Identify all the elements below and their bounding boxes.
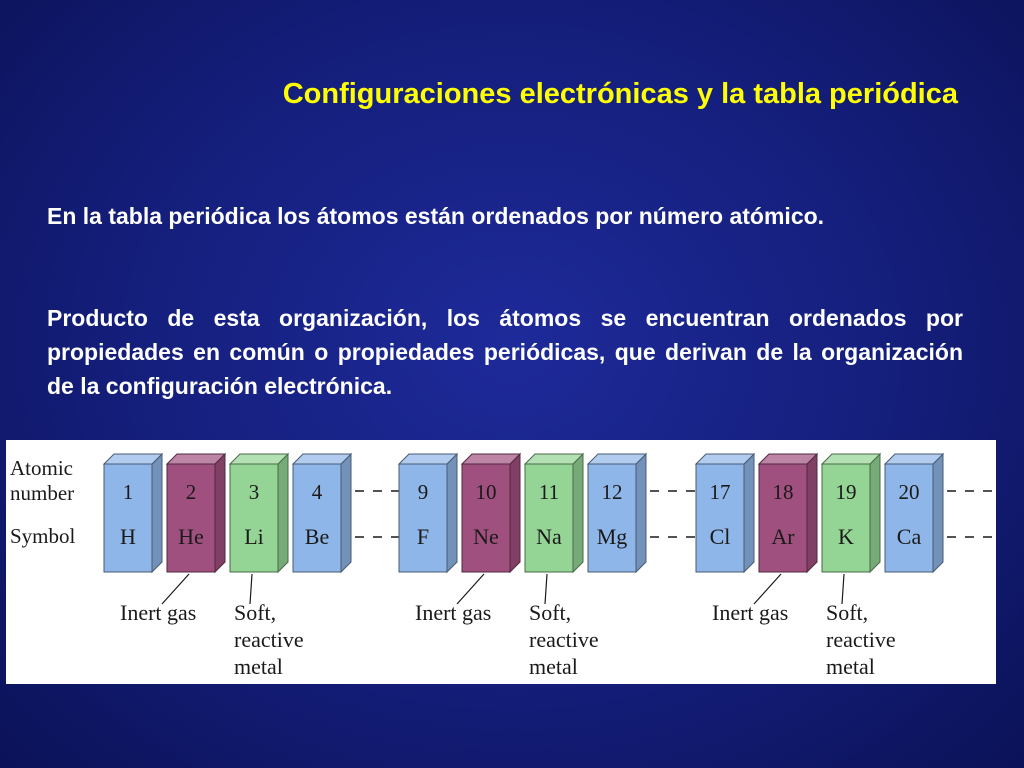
element-top-face <box>696 454 754 464</box>
element-block-f <box>399 454 457 572</box>
atomic-number-9: 9 <box>417 480 429 504</box>
element-symbol-ar: Ar <box>771 524 795 549</box>
element-symbol-mg: Mg <box>596 524 628 549</box>
element-side-face <box>573 454 583 572</box>
note-text-reactive-metal: metal <box>529 654 578 679</box>
element-symbol-be: Be <box>304 524 330 549</box>
element-symbol-h: H <box>120 524 136 549</box>
element-symbol-f: F <box>416 524 430 549</box>
element-symbol-ca: Ca <box>896 524 922 549</box>
note-text-reactive-metal: reactive <box>234 627 304 652</box>
atomic-number-12: 12 <box>601 480 623 504</box>
note-text-reactive-metal: Soft, <box>826 600 869 625</box>
element-top-face <box>885 454 943 464</box>
element-side-face <box>341 454 351 572</box>
note-text-reactive-metal: Soft, <box>234 600 277 625</box>
note-text-inert-gas: Inert gas <box>712 600 789 625</box>
element-top-face <box>462 454 520 464</box>
element-side-face <box>807 454 817 572</box>
element-side-face <box>447 454 457 572</box>
row-label-symbol: Symbol <box>10 524 76 548</box>
note-text-reactive-metal: metal <box>234 654 283 679</box>
note-text-inert-gas: Inert gas <box>120 600 197 625</box>
element-block-k <box>822 454 880 572</box>
element-block-ar <box>759 454 817 572</box>
atomic-number-20: 20 <box>898 480 920 504</box>
element-block-cl <box>696 454 754 572</box>
element-side-face <box>215 454 225 572</box>
element-side-face <box>870 454 880 572</box>
element-symbol-k: K <box>838 524 854 549</box>
element-symbol-he: He <box>178 524 204 549</box>
atomic-number-2: 2 <box>185 480 197 504</box>
row-label-atomic-line2: number <box>10 481 75 505</box>
element-top-face <box>230 454 288 464</box>
element-top-face <box>104 454 162 464</box>
element-top-face <box>822 454 880 464</box>
paragraph-ordering: En la tabla periódica los átomos están ordenados por número atómico. <box>47 203 825 229</box>
element-block-be <box>293 454 351 572</box>
note-text-reactive-metal: reactive <box>529 627 599 652</box>
atomic-number-4: 4 <box>311 480 323 504</box>
element-symbol-cl: Cl <box>709 524 731 549</box>
element-side-face <box>278 454 288 572</box>
paragraph-periodic-properties: Producto de esta organización, los átomos se encuentran ordenados por propiedades en común o propiedades periódicas, que derivan de la organización de la configuración electrónica. <box>47 305 963 399</box>
atomic-number-18: 18 <box>772 480 794 504</box>
element-symbol-ne: Ne <box>473 524 499 549</box>
element-top-face <box>759 454 817 464</box>
atomic-number-10: 10 <box>475 480 497 504</box>
element-side-face <box>510 454 520 572</box>
element-block-na <box>525 454 583 572</box>
atomic-number-17: 17 <box>709 480 731 504</box>
note-text-inert-gas: Inert gas <box>415 600 492 625</box>
atomic-number-19: 19 <box>835 480 857 504</box>
note-text-reactive-metal: Soft, <box>529 600 572 625</box>
atomic-number-3: 3 <box>248 480 260 504</box>
element-top-face <box>167 454 225 464</box>
periodic-diagram <box>6 440 996 684</box>
note-text-reactive-metal: reactive <box>826 627 896 652</box>
element-top-face <box>588 454 646 464</box>
atomic-number-11: 11 <box>538 480 560 504</box>
element-top-face <box>293 454 351 464</box>
element-side-face <box>152 454 162 572</box>
periodic-diagram-panel <box>6 440 996 684</box>
note-text-reactive-metal: metal <box>826 654 875 679</box>
element-symbol-na: Na <box>536 524 562 549</box>
element-block-ne <box>462 454 520 572</box>
element-side-face <box>744 454 754 572</box>
element-side-face <box>636 454 646 572</box>
element-top-face <box>399 454 457 464</box>
element-block-he <box>167 454 225 572</box>
element-side-face <box>933 454 943 572</box>
slide-title: Configuraciones electrónicas y la tabla periódica <box>282 78 958 110</box>
element-top-face <box>525 454 583 464</box>
element-block-mg <box>588 454 646 572</box>
row-label-atomic-line1: Atomic <box>10 456 73 480</box>
element-block-li <box>230 454 288 572</box>
atomic-number-1: 1 <box>122 480 134 504</box>
element-symbol-li: Li <box>244 524 264 549</box>
element-block-h <box>104 454 162 572</box>
element-block-ca <box>885 454 943 572</box>
